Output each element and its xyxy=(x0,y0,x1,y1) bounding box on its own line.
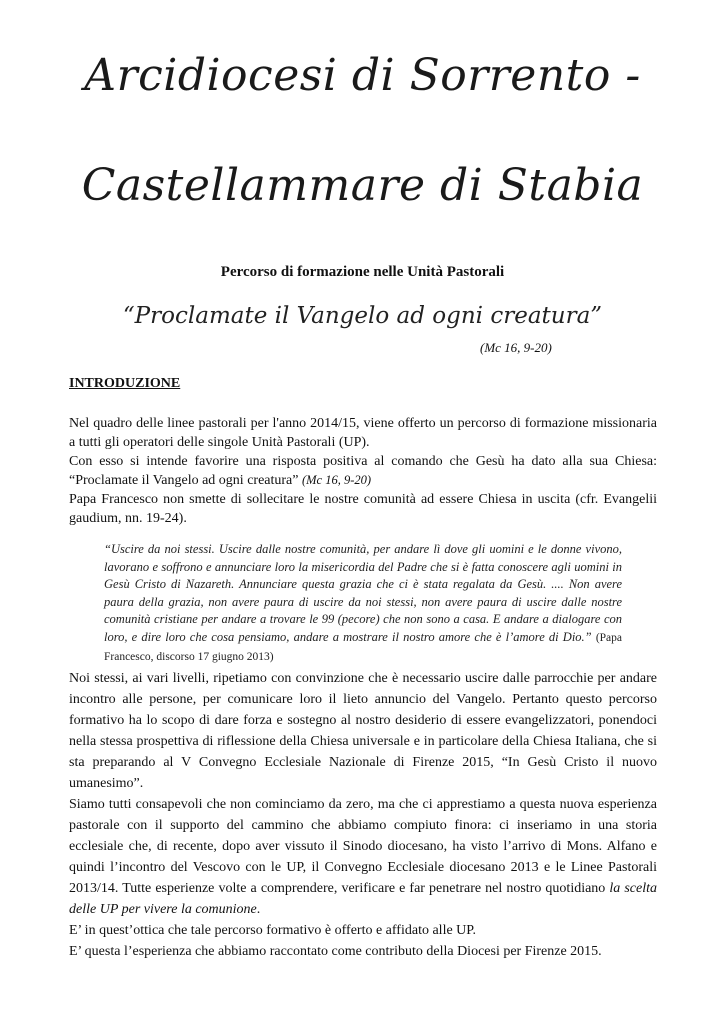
motto: “Proclamate il Vangelo ad ogni creatura” xyxy=(122,303,603,329)
body-paragraph-3: E’ in quest’ottica che tale percorso formativo è offerto e affidato alle UP. xyxy=(69,923,477,938)
pope-quote-text: “Uscire da noi stessi. Uscire dalle nostre comunità, per andare lì dove gli uomini e le donne vivono, lavorano e soffrono e annunciare loro la misericordia del Padre che si è fatta conoscere agli uomini in Gesù Cristo di Nazareth. Annunciare questa grazia che ci è stata regalata da Gesù. .... Non avere paura della grazia, non avere paura di uscire da noi stessi, non avere paura di uscire dalle nostre comunità cristiane per andare a trovare le 99 (pecore) che non sono a casa. E andare a dialogare con loro, e dire loro che cosa pensiamo, andare a mostrare il nostro amore che è l’amore di Dio.” xyxy=(104,542,622,644)
intro-paragraph-2 xyxy=(69,452,657,490)
diocese-title-line1: Arcidiocesi di Sorrento - xyxy=(84,50,641,101)
body-paragraph-2-end: . xyxy=(256,902,261,917)
intro-paragraph-1: Nel quadro delle linee pastorali per l'anno 2014/15, viene offerto un percorso di formazione missionaria a tutti gli operatori delle singole Unità Pastorali (UP). xyxy=(69,416,657,450)
diocese-title-line2: Castellammare di Stabia xyxy=(81,160,644,211)
intro-paragraph-3: Papa Francesco non smette di sollecitare le nostre comunità ad essere Chiesa in uscita (cfr. Evangelii gaudium, nn. 19-24). xyxy=(69,492,657,526)
motto-reference: (Mc 16, 9-20) xyxy=(480,340,552,355)
intro-paragraph-2-ref: (Mc 16, 9-20) xyxy=(301,473,372,487)
body-paragraph-2-text: Siamo tutti consapevoli che non cominciamo da zero, ma che ci apprestiamo a questa nuova esperienza pastorale con il supporto del cammino che abbiamo compiuto finora: ci inseriamo in una storia ecclesiale che, di recente, dopo aver vissuto il Sinodo diocesano, ha visto l’arrivo di Mons. Alfano e quindi l’incontro del Vescovo con le UP, il Convegno Ecclesiale diocesano 2013 e le Linee Pastorali 2013/14. Tutte esperienze volte a comprendere, verificare e far penetrare nel nostro quotidiano xyxy=(69,797,657,896)
body-paragraph-2 xyxy=(69,794,657,920)
body-paragraph-4: E’ questa l’esperienza che abbiamo raccontato come contributo della Diocesi per Firenze 2015. xyxy=(69,944,602,959)
section-heading: INTRODUZIONE xyxy=(69,376,181,391)
body-block xyxy=(69,668,657,962)
pope-quote xyxy=(104,541,622,666)
pope-quote-source: (Papa Francesco, discorso 17 giugno 2013) xyxy=(104,631,622,663)
intro-block xyxy=(69,414,657,528)
intro-paragraph-2-text: Con esso si intende favorire una risposta positiva al comando che Gesù ha dato alla sua Chiesa: “Proclamate il Vangelo ad ogni creatura” xyxy=(69,454,657,488)
body-paragraph-1: Noi stessi, ai vari livelli, ripetiamo con convinzione che è necessario uscire dalle parrocchie per andare incontro alle persone, per comunicare loro il lieto annuncio del Vangelo. Pertanto questo percorso formativo ha lo scopo di dare forza e sostegno al nostro desiderio di essere evangelizzatori, ponendoci nella stessa prospettiva di riflessione della Chiesa universale e in particolare della Chiesa Italiana, che si sta preparando al V Convegno Ecclesiale Nazionale di Firenze 2015, “In Gesù Cristo il nuovo umanesimo”. xyxy=(69,671,657,791)
course-subtitle: Percorso di formazione nelle Unità Pastorali xyxy=(220,264,505,280)
body-paragraph-2-italic: la scelta delle UP per vivere la comunione xyxy=(69,881,658,917)
